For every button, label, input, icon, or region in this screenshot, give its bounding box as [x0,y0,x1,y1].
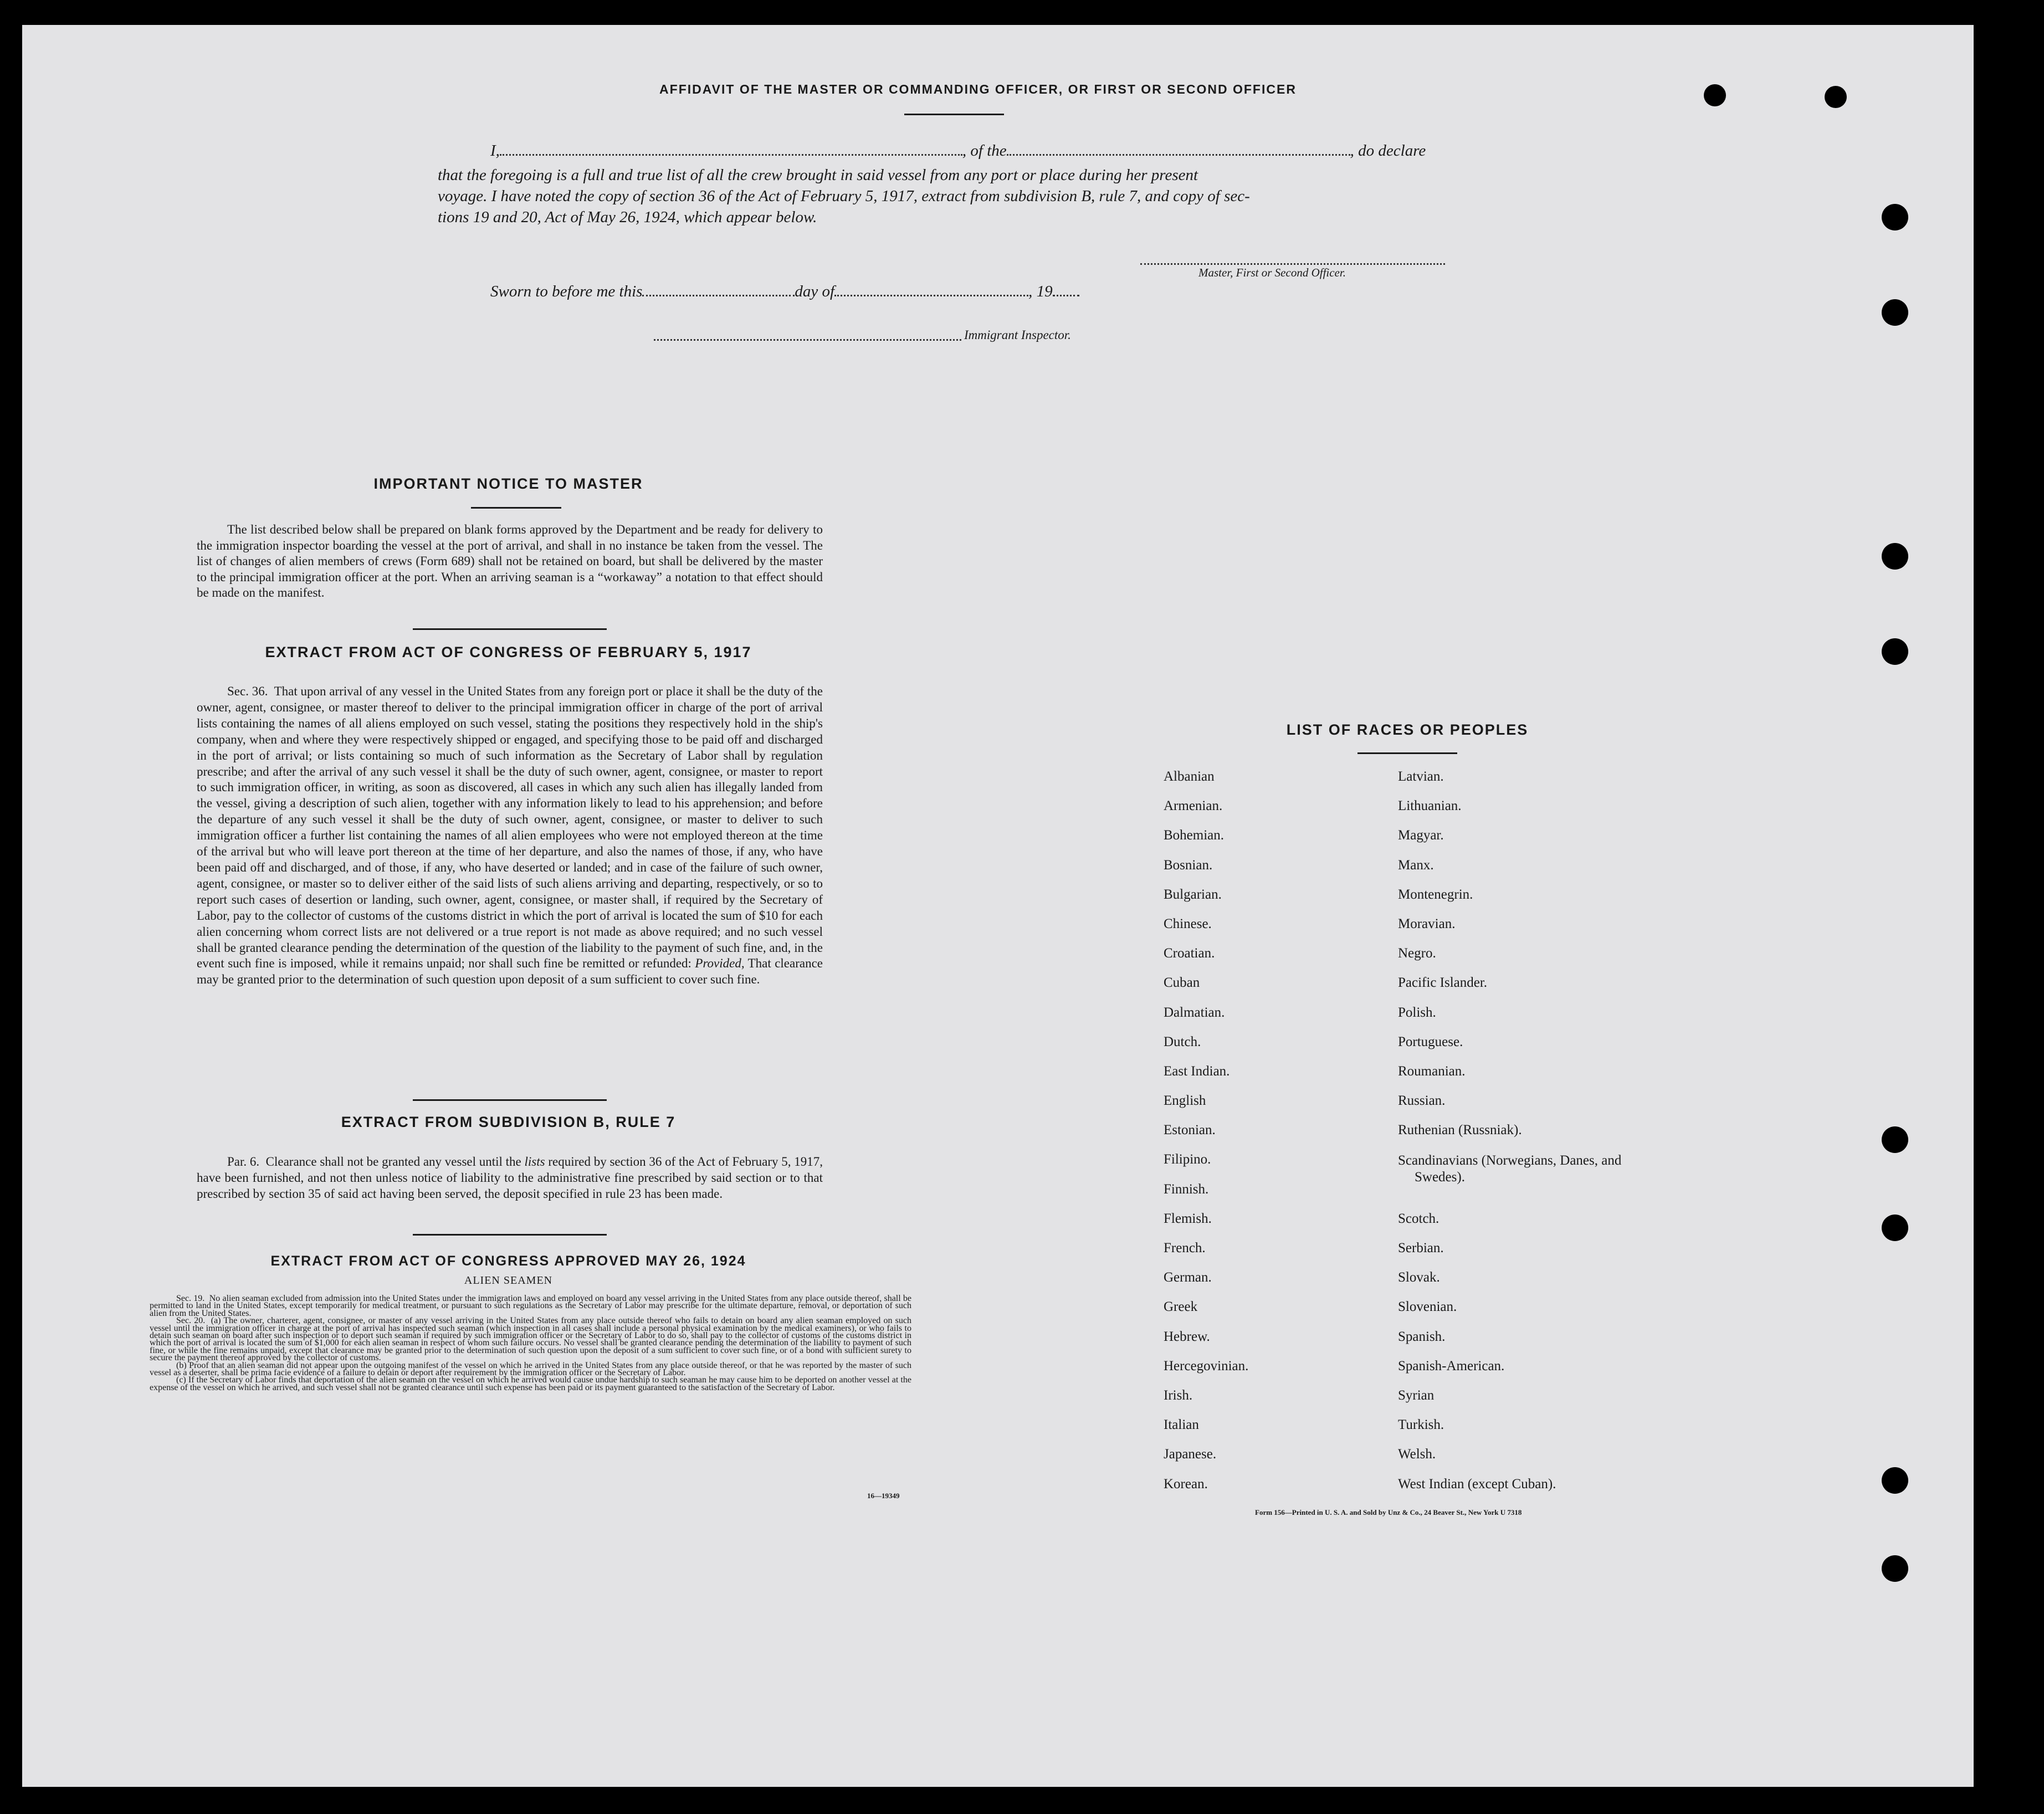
affidavit-title: AFFIDAVIT OF THE MASTER OR COMMANDING OFFICER, OR FIRST OR SECOND OFFICER [659,82,1297,96]
divider [413,1234,607,1236]
race-item: Bohemian. [1164,828,1225,843]
punch-hole [1882,1126,1908,1153]
race-item: Spanish. [1398,1329,1446,1344]
race-item: Korean. [1164,1476,1208,1492]
section-20a-text: (a) The owner, charterer, agent, consignee, or master of any vessel arriving in the United States from any place outside thereof who fails to detain on board any alien seaman employed on such vessel until the immigration officer in charge at the port of arrival has inspected such seaman (which inspection in all cases shall include a personal physical examination by the medical examiners), or who fails to detain such seaman on board after such inspection or to deport such seaman if required by such immigration officer or the Secretary of Labor to do so, shall pay to the collector of customs of the customs district in which the port of arrival is located the sum of $1,000 for each alien seaman in respect of whom such failure occurs. No vessel shall be granted clearance pending the determination of the liability to payment of such fine, or while the fine remains unpaid, except that clearance may be granted prior to the determination of such question upon the deposit of a sum sufficient to cover such fine, or of a bond with sufficient surety to secure the payment thereof approved by the collector of customs. [150,1316,911,1363]
divider [904,114,1004,115]
race-item: Slovak. [1398,1270,1440,1285]
extract-1917-body [197,684,823,988]
section-19-text: No alien seaman excluded from admission into the United States under the immigration laws and employed on board any vessel arriving in the United States from any place outside thereof, shall be permitted to land in the United States, except temporarily for medical treatment, or pursuant to such regulations as the Secretary of Labor may prescribe for the ultimate departure, removal, or deportation of such alien from the United States. [150,1294,911,1318]
race-item: Portuguese. [1398,1034,1463,1049]
race-item: Scotch. [1398,1211,1439,1226]
notice-title: IMPORTANT NOTICE TO MASTER [373,475,643,492]
day-of-label: day of [795,283,835,300]
race-item: Bulgarian. [1164,886,1222,902]
notice-body: The list described below shall be prepared on blank forms approved by the Department and be ready for delivery to the immigration inspector boarding the vessel at the port of arrival, and shall in no instance be taken from the vessel. The list of changes of alien members of crews (Form 689) shall not be retained on board, but shall be delivered by the master to the principal immigration officer at the port. When an arriving seaman is a “workaway” a notation to that effect should be made on the manifest. [197,522,823,600]
section-36-label: Sec. 36. [227,684,268,698]
punch-hole [1882,204,1908,230]
race-item: Negro. [1398,946,1436,961]
race-item: Dutch. [1164,1034,1201,1049]
declarant-name-field[interactable] [500,154,962,156]
section-20-label: Sec. 20. [176,1316,206,1326]
race-item: Polish. [1398,1005,1436,1020]
race-item: Montenegrin. [1398,886,1473,902]
race-item: Chinese. [1164,916,1212,931]
punch-hole [1882,543,1908,570]
race-item: Armenian. [1164,798,1223,814]
punch-hole [1882,1467,1908,1494]
race-item: Slovenian. [1398,1299,1457,1315]
affidavit-statement-2: voyage. I have noted the copy of section 36 of the Act of February 5, 1917, extract from subdivision B, rule 7, and copy of sec- [438,187,1250,205]
extract-1917-title: EXTRACT FROM ACT OF CONGRESS OF FEBRUARY 5, 1917 [265,644,752,660]
race-item: Lithuanian. [1398,798,1462,814]
form-footer: Form 156—Printed in U. S. A. and Sold by Unz & Co., 24 Beaver St., New York U 7318 [1255,1508,1522,1516]
inspector-signature-caption: Immigrant Inspector. [964,328,1071,342]
race-item: Greek [1164,1299,1198,1315]
sworn-year-field[interactable] [1053,295,1079,296]
race-item: Roumanian. [1398,1063,1466,1079]
punch-hole [1882,1215,1908,1241]
inspector-signature-line[interactable] [654,339,961,341]
print-code: 16—19349 [867,1492,900,1500]
vessel-name-field[interactable] [1007,154,1350,156]
race-item: Scandinavians (Norwegians, Danes, and Swedes). [1398,1153,1622,1185]
race-item: Albanian [1164,769,1215,784]
master-signature-line[interactable] [1140,263,1445,265]
sworn-line [490,283,1079,301]
master-signature-caption: Master, First or Second Officer. [1198,266,1346,279]
affidavit-statement-1: that the foregoing is a full and true list of all the crew brought in said vessel from any port or place during her present [438,166,1198,184]
race-item: Estonian. [1164,1123,1216,1138]
race-item: Japanese. [1164,1447,1217,1462]
race-item: Syrian [1398,1387,1435,1403]
act-1924-title: EXTRACT FROM ACT OF CONGRESS APPROVED MAY 26, 1924 [270,1253,746,1269]
race-item: Pacific Islander. [1398,975,1488,991]
section-36-text: That upon arrival of any vessel in the United States from any foreign port or place it shall be the duty of the owner, agent, consignee, or master thereof to deliver to the principal immigration officer in charge of the port of arrival lists containing the names of all aliens employed on such vessel, stating the positions they respectively hold in the ship's company, when and where they were respectively shipped or engaged, and specifying those to be paid off and discharged in the port of arrival; or lists containing so much of such information as the Secretary of Labor shall by regulation prescribe; and after the arrival of any such vessel it shall be the duty of such owner, agent, consignee, or master to report to such immigration officer, in writing, as soon as discovered, all cases in which any such alien has illegally landed from the vessel, giving a description of such alien, together with any information likely to lead to his apprehension; and before the departure of any such vessel it shall be the duty of such owner, agent, consignee, or master to deliver to such immigration officer a further list containing the names of all alien employees who were not employed thereon at the time of the arrival but who will leave port thereon at the time of her departure, and also the names of those, if any, who have been paid off and discharged, and of those, if any, who have deserted or landed; and in case of the failure of such owner, agent, consignee, or master so to deliver either of the said lists of such aliens arriving and departing, respectively, or so to report such cases of desertion or landing, such owner, agent, consignee, or master shall, if required by the Secretary of Labor, pay to the collector of customs of the customs district in which the port of arrival is located the sum of $10 for each alien concerning whom correct lists are not delivered or a true report is not made as above required; and no such vessel shall be granted clearance pending the determination of the question of the liability to the payment of such fine, and, in the event such fine is imposed, while it remains unpaid; nor shall such fine be remitted or refunded: [197,684,823,971]
affidavit-declaration-line [490,142,1477,160]
vessel-label: , of the [962,142,1007,160]
punch-hole [1704,84,1726,106]
sworn-day-field[interactable] [642,295,795,296]
punch-hole [1825,86,1847,108]
section-19-label: Sec. 19. [176,1294,205,1303]
section-20b-text: (b) Proof that an alien seaman did not appear upon the outgoing manifest of the vessel on which he arrived in the United States from any place outside thereof, or that he was reported by the master of such vessel as a deserter, shall be prima facie evidence of a failure to detain or deport after requirement by the immigration officer or the Secretary of Labor. [150,1360,911,1378]
section-20c-text: (c) If the Secretary of Labor finds that deportation of the alien seaman on the vessel on which he arrived would cause undue hardship to such seaman he may cause him to be deported on another vessel at the expense of the vessel on which he arrived, and such vessel shall not be granted clearance until such expense has been paid or its payment guaranteed to the satisfaction of the Secretary of Labor. [150,1375,911,1392]
race-item: West Indian (except Cuban). [1398,1476,1556,1492]
race-item: Hercegovinian. [1164,1358,1249,1374]
rule7-text-2: required by section 36 of the Act of February 5, 1917, have been furnished, and not then unless notice of liability to the administrative fine prescribed by said section or to that prescribed by section 35 of said act having been served, the deposit specified in rule 23 has been made. [197,1155,823,1201]
race-item: Croatian. [1164,946,1215,961]
race-item: Spanish-American. [1398,1358,1505,1374]
year-label: , 19 [1028,283,1053,300]
divider [1357,752,1457,754]
lists-term: lists [524,1155,545,1169]
paragraph-6-label: Par. 6. [227,1155,260,1169]
races-title: LIST OF RACES OR PEOPLES [1286,721,1529,738]
race-item: Finnish. [1164,1181,1209,1197]
act-1924-subtitle: ALIEN SEAMEN [464,1274,553,1287]
declare-label: , do declare [1350,142,1426,160]
race-item: Ruthenian (Russniak). [1398,1123,1522,1138]
race-item: Welsh. [1398,1447,1436,1462]
rule7-body [197,1154,823,1202]
rule7-text-1: Clearance shall not be granted any vessel until the [265,1155,521,1169]
race-item: Magyar. [1398,828,1444,843]
races-left-column [1164,767,1352,1504]
race-item: Dalmatian. [1164,1005,1225,1020]
race-item: Moravian. [1398,916,1456,931]
race-item: Serbian. [1398,1241,1444,1256]
race-item: East Indian. [1164,1063,1230,1079]
race-item: Russian. [1398,1093,1446,1109]
affidavit-statement-3: tions 19 and 20, Act of May 26, 1924, which appear below. [438,208,817,226]
section-36-tail: That clearance may be granted prior to the determination of such question upon deposit of a sum sufficient to cover such fine. [197,956,823,987]
declarant-label: I, [490,142,500,160]
race-item: Latvian. [1398,769,1444,784]
race-item: Filipino. [1164,1152,1211,1167]
sworn-month-field[interactable] [834,295,1028,296]
race-item: Irish. [1164,1387,1193,1403]
race-item: English [1164,1093,1206,1109]
race-item: Cuban [1164,975,1200,991]
punch-hole [1882,1555,1908,1582]
race-item: French. [1164,1241,1206,1256]
race-item: Turkish. [1398,1417,1444,1433]
race-item: Hebrew. [1164,1329,1210,1344]
race-item: Italian [1164,1417,1199,1433]
sworn-label: Sworn to before me this [490,283,643,300]
race-item: German. [1164,1270,1212,1285]
race-item: Manx. [1398,857,1434,873]
punch-hole [1882,299,1908,326]
provided-term: Provided, [695,956,745,971]
rule7-title: EXTRACT FROM SUBDIVISION B, RULE 7 [341,1114,676,1130]
punch-hole [1882,638,1908,665]
race-item: Flemish. [1164,1211,1212,1226]
divider [413,628,607,630]
act-1924-body [150,1295,911,1391]
divider [413,1099,607,1101]
race-item: Bosnian. [1164,857,1213,873]
divider [471,507,561,509]
races-right-column [1398,767,1631,1504]
